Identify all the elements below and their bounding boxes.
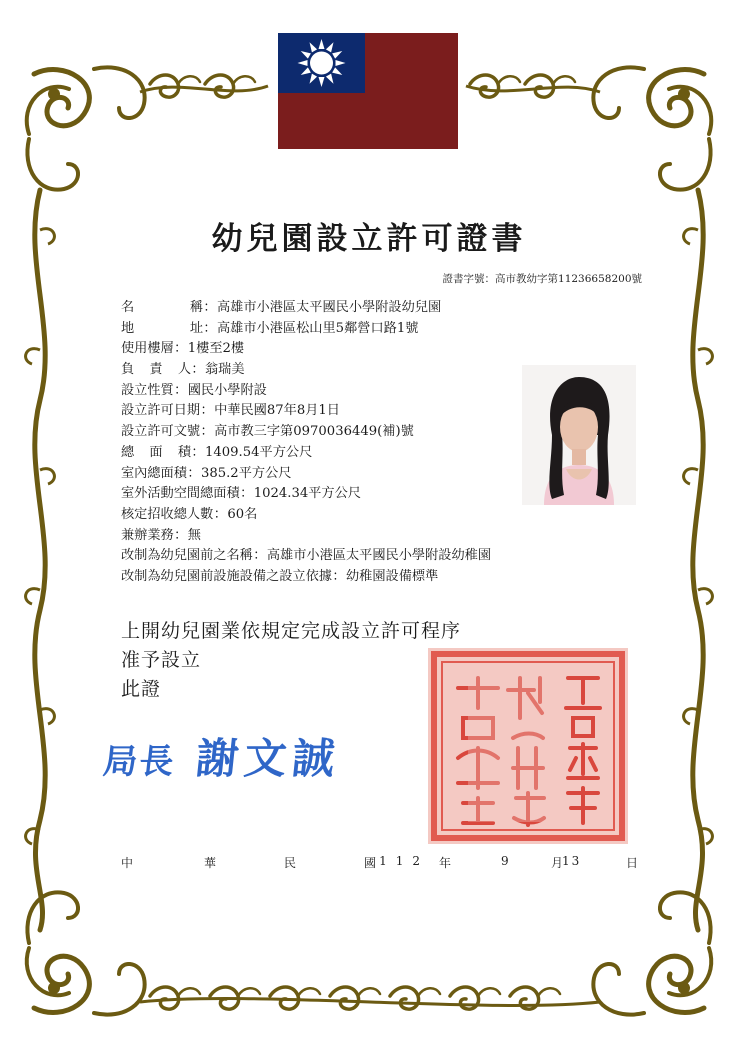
field-row-indoor-area: 室內總面積 ： 385.2平方公尺 xyxy=(121,464,621,485)
field-value: 385.2平方公尺 xyxy=(200,465,292,481)
date-month-unit: 月 xyxy=(551,856,564,870)
field-label: 改制為幼兒園前設施設備之設立依據 xyxy=(121,568,332,584)
field-row-former-basis: 改制為幼兒園前設施設備之設立依據 ： 幼稚園設備標準 xyxy=(121,567,621,588)
date-day: 13 xyxy=(562,854,582,868)
field-value: 高雄市小港區松山里5鄰營口路1號 xyxy=(217,320,419,336)
field-label: 核定招收總人數 xyxy=(121,506,214,522)
field-label: 室內總面積 xyxy=(121,465,187,481)
date-char: 民 xyxy=(284,856,297,870)
field-value: 翁瑞美 xyxy=(205,362,245,378)
field-value: 1409.54平方公尺 xyxy=(205,444,313,460)
field-label: 名 稱 xyxy=(121,300,203,315)
field-value: 高雄市小港區太平國民小學附設幼兒園 xyxy=(217,300,442,315)
field-label: 兼辦業務 xyxy=(121,527,174,543)
field-row-outdoor-area: 室外活動空間總面積 ： 1024.34平方公尺 xyxy=(121,484,621,505)
date-day-unit: 日 xyxy=(626,856,639,870)
field-label: 設立許可日期 xyxy=(121,403,201,419)
signature-title: 局長 xyxy=(101,742,178,782)
principal-photo xyxy=(522,365,636,505)
field-row-permit-number: 設立許可文號 ： 高市教三字第0970036449(補)號 xyxy=(121,422,621,443)
field-row-side-business: 兼辦業務 ： 無 xyxy=(121,526,621,547)
statement-line: 准予設立 xyxy=(121,649,202,671)
signature-name: 謝文誠 xyxy=(193,734,343,783)
field-label: 總 面 積 xyxy=(121,444,191,460)
field-value: 無 xyxy=(187,527,201,543)
certificate-number: 證書字號：高市教幼字第11236658200號 xyxy=(442,273,642,285)
date-month: 9 xyxy=(501,854,509,868)
field-value: 幼稚園設備標準 xyxy=(346,568,439,584)
field-label: 改制為幼兒園前之名稱 xyxy=(121,548,253,564)
certification-statement xyxy=(121,617,461,704)
date-year-unit: 年 xyxy=(439,856,452,870)
field-value: 中華民國87年8月1日 xyxy=(214,403,340,419)
field-label: 室外活動空間總面積 xyxy=(121,486,240,502)
field-label: 負 責 人 xyxy=(121,362,191,378)
field-row-floors: 使用樓層 ： 1樓至2樓 xyxy=(121,339,621,360)
field-row-permit-date: 設立許可日期 ： 中華民國87年8月1日 xyxy=(121,401,621,422)
field-value: 國民小學附設 xyxy=(187,382,267,398)
national-flag xyxy=(278,33,458,149)
date-char: 國 xyxy=(364,856,377,870)
field-row-nature: 設立性質 ： 國民小學附設 xyxy=(121,381,621,402)
field-value: 1樓至2樓 xyxy=(187,341,245,357)
field-label: 使用樓層 xyxy=(121,341,174,357)
field-value: 60名 xyxy=(227,506,258,522)
field-value: 1024.34平方公尺 xyxy=(253,486,361,502)
field-label: 設立許可文號 xyxy=(121,424,201,440)
field-label: 地 址 xyxy=(121,320,203,336)
statement-line: 上開幼兒園業依規定完成設立許可程序 xyxy=(121,620,462,642)
field-value: 高雄市小港區太平國民小學附設幼稚園 xyxy=(266,548,492,564)
date-char: 華 xyxy=(204,856,217,870)
field-row-total-area: 總 面 積 ： 1409.54平方公尺 xyxy=(121,443,621,464)
field-value: 高市教三字第0970036449(補)號 xyxy=(214,424,414,440)
statement-line: 此證 xyxy=(121,678,162,700)
date-year: 112 xyxy=(379,854,429,868)
director-signature xyxy=(101,726,344,786)
certificate-title: 幼兒園設立許可證書 xyxy=(211,221,527,257)
field-row-name: 名 稱 ： 高雄市小港區太平國民小學附設幼兒園 xyxy=(121,298,621,319)
field-row-enrollment: 核定招收總人數 ： 60名 xyxy=(121,505,621,526)
field-row-principal: 負 責 人 ： 翁瑞美 xyxy=(121,360,621,381)
field-row-former-name: 改制為幼兒園前之名稱 ： 高雄市小港區太平國民小學附設幼稚園 xyxy=(121,546,621,567)
date-char: 中 xyxy=(121,856,134,870)
field-label: 設立性質 xyxy=(121,382,174,398)
official-seal xyxy=(428,648,628,844)
field-row-address: 地 址 ： 高雄市小港區松山里5鄰營口路1號 xyxy=(121,319,621,340)
